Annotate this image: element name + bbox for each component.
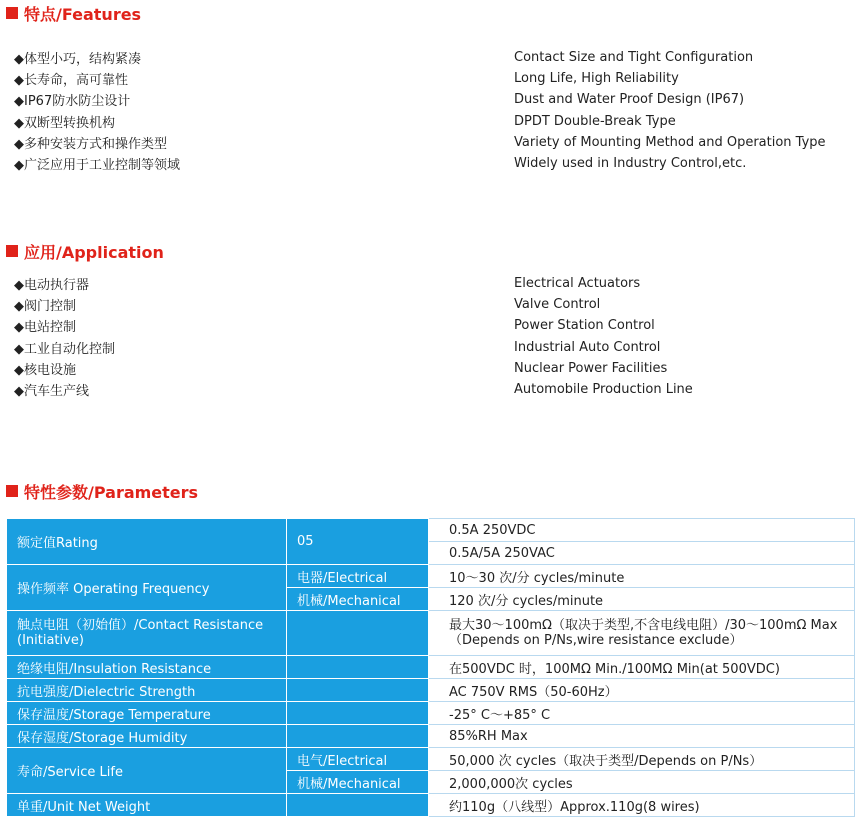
red-square-icon: [6, 245, 18, 257]
table-row: [7, 725, 855, 748]
list-item: ◆电动执行器: [14, 278, 89, 294]
list-item: Electrical Actuators: [514, 276, 641, 292]
list-item: Industrial Auto Control: [514, 339, 661, 355]
list-item: Nuclear Power Facilities: [514, 360, 668, 376]
parameters-table: [6, 518, 855, 817]
frequency-electrical-label: 电器/Electrical: [287, 565, 429, 588]
rating-value-ac: 0.5A/5A 250VAC: [429, 542, 855, 565]
table-row: [7, 679, 855, 702]
features-list-en: [514, 47, 854, 174]
frequency-mechanical-label: 机械/Mechanical: [287, 588, 429, 611]
application-list-cn: [14, 273, 434, 400]
storage-humidity-label: 保存湿度/Storage Humidity: [7, 725, 287, 748]
rating-label: 额定值Rating: [7, 519, 287, 565]
list-item: Power Station Control: [514, 318, 655, 334]
service-life-mechanical-label: 机械/Mechanical: [287, 771, 429, 794]
table-row: [7, 656, 855, 679]
list-item: Widely used in Industry Control,etc.: [514, 156, 747, 172]
red-square-icon: [6, 485, 18, 497]
features-list-cn: [14, 47, 434, 174]
storage-temperature-label: 保存温度/Storage Temperature: [7, 702, 287, 725]
contact-resistance-value: 最大30～100mΩ（取决于类型,不含电线电阻）/30～100mΩ Max（Depends on P/Ns,wire resistance exclude）: [429, 611, 855, 656]
list-item: Dust and Water Proof Design (IP67): [514, 92, 745, 108]
table-row: [7, 565, 855, 588]
list-item: ◆工业自动化控制: [14, 341, 115, 357]
frequency-mechanical-value: 120 次/分 cycles/minute: [429, 588, 855, 611]
rating-value-dc: 0.5A 250VDC: [429, 519, 855, 542]
table-row: [7, 794, 855, 817]
service-life-electrical-label: 电气/Electrical: [287, 748, 429, 771]
list-item: ◆电站控制: [14, 320, 76, 336]
list-item: Automobile Production Line: [514, 382, 693, 398]
contact-resistance-label: 触点电阻（初始值）/Contact Resistance (Initiative): [7, 611, 287, 656]
list-item: ◆多种安装方式和操作类型: [14, 136, 167, 152]
parameters-title: 特性参数/Parameters: [24, 482, 199, 502]
service-life-mechanical-value: 2,000,000次 cycles: [429, 771, 855, 794]
application-heading: [6, 240, 164, 262]
insulation-value: 在500VDC 时，100MΩ Min./100MΩ Min(at 500VDC): [429, 656, 855, 679]
storage-temperature-empty: [287, 702, 429, 725]
contact-resistance-empty: [287, 611, 429, 656]
unit-weight-value: 约110g（八线型）Approx.110g(8 wires): [429, 794, 855, 817]
application-title: 应用/Application: [24, 242, 164, 262]
rating-code: 05: [287, 519, 429, 565]
service-life-electrical-value: 50,000 次 cycles（取决于类型/Depends on P/Ns）: [429, 748, 855, 771]
features-title: 特点/Features: [24, 4, 142, 24]
list-item: Contact Size and Tight Configuration: [514, 50, 754, 66]
list-item: DPDT Double-Break Type: [514, 113, 676, 129]
list-item: Variety of Mounting Method and Operation Type: [514, 134, 826, 150]
unit-weight-label: 单重/Unit Net Weight: [7, 794, 287, 817]
list-item: ◆长寿命，高可靠性: [14, 73, 128, 89]
service-life-label: 寿命/Service Life: [7, 748, 287, 794]
unit-weight-empty: [287, 794, 429, 817]
list-item: Long Life, High Reliability: [514, 71, 679, 87]
list-item: ◆汽车生产线: [14, 384, 89, 400]
storage-humidity-value: 85%RH Max: [429, 725, 855, 748]
parameters-heading: [6, 480, 198, 502]
insulation-empty: [287, 656, 429, 679]
table-row: [7, 519, 855, 542]
features-heading: [6, 2, 141, 24]
insulation-label: 绝缘电阻/Insulation Resistance: [7, 656, 287, 679]
red-square-icon: [6, 7, 18, 19]
storage-humidity-empty: [287, 725, 429, 748]
table-row: [7, 702, 855, 725]
frequency-electrical-value: 10～30 次/分 cycles/minute: [429, 565, 855, 588]
list-item: Valve Control: [514, 297, 601, 313]
list-item: ◆阀门控制: [14, 299, 76, 315]
table-row: [7, 611, 855, 656]
list-item: ◆核电设施: [14, 362, 76, 378]
dielectric-value: AC 750V RMS（50-60Hz）: [429, 679, 855, 702]
storage-temperature-value: -25° C～+85° C: [429, 702, 855, 725]
application-list-en: [514, 273, 854, 400]
dielectric-label: 抗电强度/Dielectric Strength: [7, 679, 287, 702]
dielectric-empty: [287, 679, 429, 702]
table-row: [7, 748, 855, 771]
list-item: ◆IP67防水防尘设计: [14, 94, 131, 110]
list-item: ◆广泛应用于工业控制等领域: [14, 158, 180, 174]
frequency-label: 操作频率 Operating Frequency: [7, 565, 287, 611]
list-item: ◆双断型转换机构: [14, 115, 115, 131]
list-item: ◆体型小巧，结构紧凑: [14, 52, 141, 68]
